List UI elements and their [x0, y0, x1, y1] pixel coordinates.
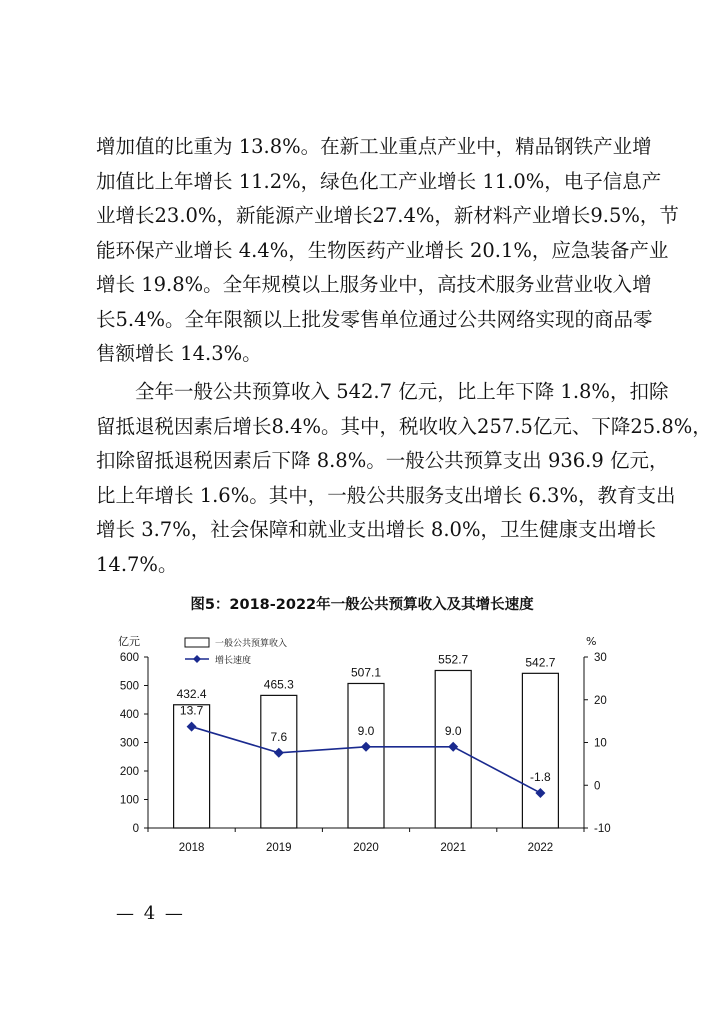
growth-value-label: -1.8	[530, 769, 551, 784]
legend-line-marker	[193, 655, 201, 663]
text-line: 扣除留抵退税因素后下降 8.8%。一般公共预算支出 936.9 亿元，	[96, 449, 669, 472]
text-line: 留抵退税因素后增长8.4%。其中，税收收入257.5亿元、下降25.8%，	[96, 414, 712, 438]
growth-value-label: 9.0	[444, 723, 462, 738]
bar-revenue	[522, 673, 558, 828]
y-tick-label: 600	[119, 652, 139, 664]
x-tick-label: 2022	[527, 842, 554, 854]
page-number: — 4 —	[116, 903, 185, 924]
bar-value-label: 432.4	[176, 686, 207, 701]
y-tick-label: 0	[132, 823, 139, 835]
bar-revenue	[348, 683, 384, 828]
growth-value-label: 13.7	[179, 703, 204, 718]
text-line: 长5.4%。全年限额以上批发零售单位通过公共网络实现的商品零	[96, 307, 653, 331]
legend-bar-label: 一般公共预算收入	[215, 639, 288, 649]
y-tick-label: 200	[119, 766, 139, 778]
bar-value-label: 552.7	[438, 652, 469, 667]
y2-axis-unit: %	[586, 635, 597, 648]
y-tick-label: 500	[119, 680, 139, 693]
text-line: 增长 3.7%，社会保障和就业支出增长 8.0%，卫生健康支出增长	[96, 518, 656, 541]
y-tick-label: 300	[119, 737, 139, 750]
y-tick-label: 400	[119, 709, 139, 721]
text-line: 售额增长 14.3%。	[96, 342, 262, 365]
y2-tick-label: 30	[594, 652, 607, 664]
y2-tick-label: -10	[594, 823, 611, 835]
x-tick-label: 2018	[178, 842, 205, 854]
growth-value-label: 9.0	[357, 723, 375, 738]
x-tick-label: 2019	[266, 842, 292, 854]
text-line: 业增长23.0%，新能源产业增长27.4%，新材料产业增长9.5%，节	[96, 204, 679, 227]
y2-tick-label: 0	[594, 780, 601, 793]
y2-tick-label: 20	[594, 694, 607, 707]
y-tick-label: 100	[119, 794, 139, 807]
legend-bar-swatch	[185, 638, 209, 647]
bar-value-label: 542.7	[525, 655, 556, 670]
legend-line-label: 增长速度	[215, 656, 252, 666]
bar-revenue	[261, 695, 297, 828]
text-line: 加值比上年增长 11.2%，绿色化工产业增长 11.0%，电子信息产	[96, 169, 662, 193]
chart-title: 图5：2018-2022年一般公共预算收入及其增长速度	[190, 597, 534, 613]
x-tick-label: 2021	[440, 842, 466, 854]
text-line: 增加值的比重为 13.8%。在新工业重点产业中，精品钢铁产业增	[96, 135, 652, 158]
bar-value-label: 507.1	[350, 665, 382, 680]
bar-value-label: 465.3	[263, 677, 294, 692]
text-line: 14.7%。	[96, 552, 178, 576]
growth-value-label: 7.6	[270, 729, 288, 744]
text-line: 全年一般公共预算收入 542.7 亿元，比上年下降 1.8%，扣除	[96, 380, 669, 403]
x-tick-label: 2020	[353, 842, 379, 854]
text-line: 比上年增长 1.6%。其中，一般公共服务支出增长 6.3%，教育支出	[96, 483, 676, 507]
text-line: 能环保产业增长 4.4%，生物医药产业增长 20.1%，应急装备产业	[96, 238, 669, 262]
text-line: 增长 19.8%。全年规模以上服务业中，高技术服务业营业收入增	[96, 273, 652, 296]
y-axis-unit: 亿元	[118, 635, 140, 648]
y2-tick-label: 10	[594, 737, 607, 750]
